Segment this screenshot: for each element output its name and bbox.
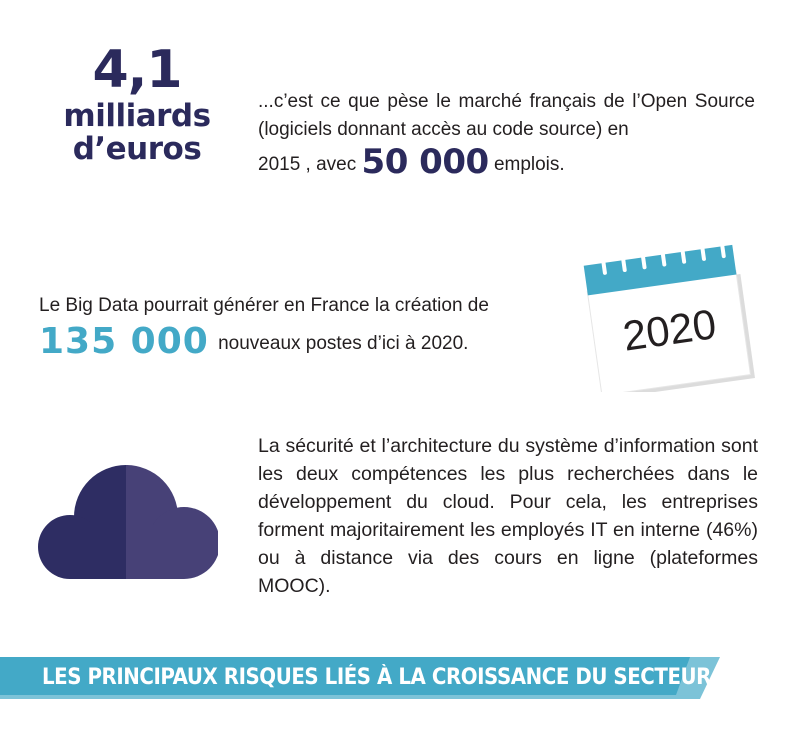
open-source-paragraph [258,88,755,182]
cloud-icon [38,465,218,580]
cloud-paragraph: La sécurité et l’architecture du système d’information sont les deux compétences les plus recherchées dans le développement du cloud. Pour cela, les entreprises forment majoritairement les employés IT en interne (46%) ou à distance via des cours en ligne (plateformes MOOC). [258,435,758,597]
open-source-year-text: 2015 , avec [258,154,357,175]
section-banner-title: LES PRINCIPAUX RISQUES LIÉS À LA CROISSANCE DU SECTEUR [42,665,711,690]
stat-unit-line1: milliards [63,98,211,134]
jobs-count-highlight: 50 000 [361,142,489,182]
stat-unit-line2: d’euros [72,131,202,167]
new-jobs-highlight: 135 000 [39,320,209,362]
calendar-icon [583,232,758,392]
calendar-year: 2020 [619,300,720,360]
open-source-text: ...c’est ce que pèse le marché français de l’Open Source (logiciels donnant accès au code source) en [258,91,755,140]
stat-headline [62,40,212,166]
open-source-line3 [258,142,755,182]
stat-number: 4,1 [92,40,182,100]
open-source-end-text: emplois. [493,154,565,175]
big-data-paragraph [39,292,569,362]
big-data-line2 [39,320,569,362]
big-data-text: Le Big Data pourrait générer en France la création de [39,295,489,316]
big-data-end-text: nouveaux postes d’ici à 2020. [218,332,469,354]
